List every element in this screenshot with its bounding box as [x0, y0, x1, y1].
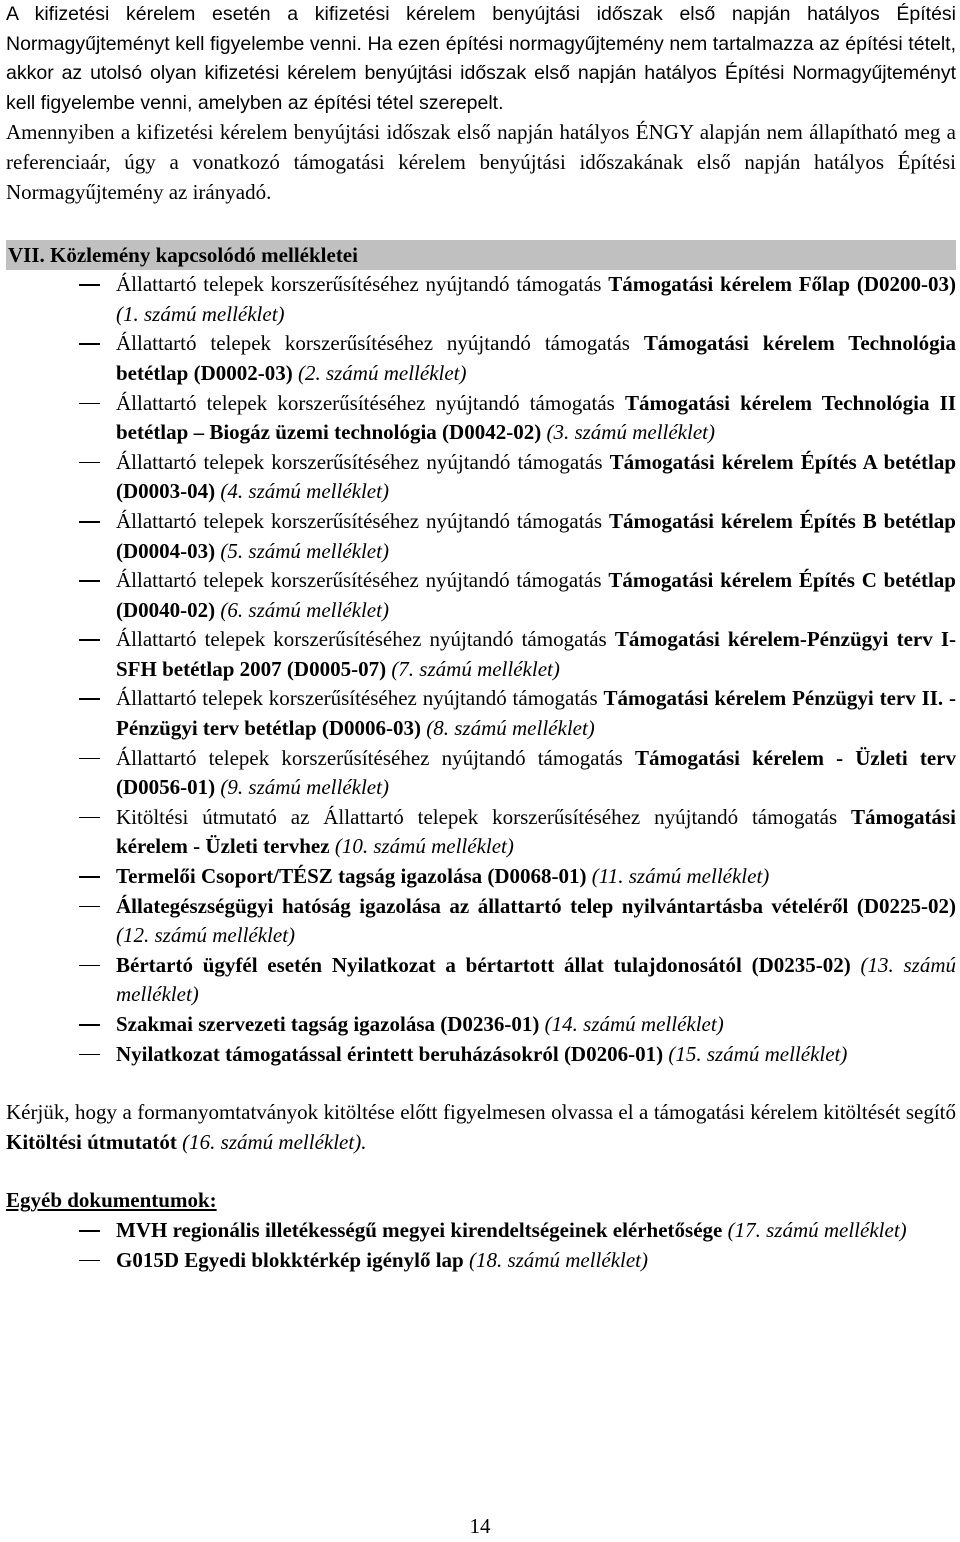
item-text: Állattartó telepek korszerűsítéséhez nyújtandó támogatás	[116, 686, 604, 711]
item-annex-ref: (11. számú melléklet)	[586, 864, 770, 889]
list-item	[6, 507, 956, 566]
list-item	[6, 448, 956, 507]
section-heading: VII. Közlemény kapcsolódó mellékletei	[6, 240, 956, 270]
list-item	[6, 1246, 956, 1276]
item-annex-ref: (10. számú melléklet)	[329, 834, 514, 859]
item-annex-ref: (5. számú melléklet)	[215, 538, 389, 563]
intro-paragraph-2: Amennyiben a kifizetési kérelem benyújtási időszak első napján hatályos ÉNGY alapján nem állapítható meg a referenciaár, úgy a vonatkozó támogatási kérelem benyújtási időszakának első napján hatályos Építési Normagyűjtemény az irányadó.	[6, 120, 956, 204]
item-text: Állattartó telepek korszerűsítéséhez nyújtandó támogatás	[116, 508, 609, 533]
intro-paragraph-1: A kifizetési kérelem esetén a kifizetési kérelem benyújtási időszak első napján hatályos Építési Normagyűjteményt kell figyelembe venni. Ha ezen építési normagyűjtemény nem tartalmazza az építési tételt, akkor az utolsó olyan kifizetési kérelem benyújtási időszak első napján hatályos Építési Normagyűjteményt kell figyelembe venni, amelyben az építési tétel szerepelt.	[6, 3, 956, 114]
list-item	[6, 951, 956, 1010]
item-title: Állategészségügyi hatóság igazolása az állattartó telep nyilvántartásba vételéről (D0225-02)	[116, 893, 956, 918]
item-title: Támogatási kérelem Pénzügyi terv II. - Pénzügyi terv betétlap (D0006-03)	[116, 686, 956, 741]
item-title: Szakmai szervezeti tagság igazolása (D0236-01)	[116, 1012, 540, 1036]
item-text: Állattartó telepek korszerűsítéséhez nyújtandó támogatás	[116, 745, 635, 770]
item-title: Támogatási kérelem Technológia II betétlap – Biogáz üzemi technológia (D0042-02)	[116, 390, 956, 445]
notice-annex-ref: (16. számú melléklet).	[176, 1129, 367, 1154]
item-annex-ref: (13. számú melléklet)	[116, 952, 956, 1007]
item-annex-ref: (9. számú melléklet)	[215, 775, 389, 800]
list-item	[6, 1010, 956, 1040]
other-documents-heading: Egyéb dokumentumok:	[6, 1188, 217, 1213]
item-annex-ref: (7. számú melléklet)	[386, 656, 560, 681]
item-text: Állattartó telepek korszerűsítéséhez nyújtandó támogatás	[116, 272, 609, 297]
item-text: Állattartó telepek korszerűsítéséhez nyújtandó támogatás	[116, 390, 625, 415]
item-annex-ref: (15. számú melléklet)	[663, 1041, 848, 1066]
item-title: Támogatási kérelem - Üzleti tervhez	[116, 804, 956, 859]
list-item	[6, 892, 956, 951]
item-title: Támogatási kérelem Technológia betétlap (D0002-03)	[116, 331, 956, 385]
other-documents-list	[6, 1216, 956, 1275]
item-annex-ref: (12. számú melléklet)	[116, 923, 296, 948]
item-title: G015D Egyedi blokktérkép igénylő lap	[116, 1247, 464, 1272]
list-item	[6, 744, 956, 803]
attachment-list	[6, 270, 956, 1069]
list-item	[6, 329, 956, 388]
list-item	[6, 803, 956, 862]
item-text: Állattartó telepek korszerűsítéséhez nyújtandó támogatás	[116, 627, 615, 652]
notice-guide-title: Kitöltési útmutatót	[6, 1129, 177, 1154]
list-item	[6, 389, 956, 448]
item-annex-ref: (8. számú melléklet)	[421, 716, 595, 741]
item-annex-ref: (1. számú melléklet)	[116, 301, 285, 326]
item-title: Támogatási kérelem-Pénzügyi terv I- SFH betétlap 2007 (D0005-07)	[116, 627, 956, 681]
item-title: MVH regionális illetékességű megyei kirendeltségeinek elérhetősége	[116, 1217, 723, 1242]
document-page	[6, 0, 956, 1275]
item-title: Termelői Csoport/TÉSZ tagság igazolása (D0068-01)	[116, 864, 587, 889]
item-annex-ref: (4. számú melléklet)	[215, 479, 389, 504]
item-annex-ref: (18. számú melléklet)	[463, 1247, 649, 1272]
list-item	[6, 862, 956, 892]
item-text: Állattartó telepek korszerűsítéséhez nyújtandó támogatás	[116, 449, 610, 474]
item-text: Állattartó telepek korszerűsítéséhez nyújtandó támogatás	[116, 331, 644, 356]
notice-paragraph	[6, 1098, 956, 1157]
item-annex-ref: (14. számú melléklet)	[539, 1012, 724, 1036]
list-item	[6, 684, 956, 743]
item-text: Állattartó telepek korszerűsítéséhez nyújtandó támogatás	[116, 568, 609, 593]
item-annex-ref: (2. számú melléklet)	[292, 360, 467, 385]
item-title: Támogatási kérelem Építés B betétlap (D0004-03)	[116, 508, 956, 563]
notice-text: Kérjük, hogy a formanyomtatványok kitöltése előtt figyelmesen olvassa el a támogatási kérelem kitöltését segítő	[6, 1100, 956, 1125]
list-item	[6, 1040, 956, 1070]
list-item	[6, 566, 956, 625]
list-item	[6, 625, 956, 684]
item-annex-ref: (3. számú melléklet)	[541, 420, 715, 445]
page-number: 14	[469, 1514, 491, 1538]
item-title: Támogatási kérelem - Üzleti terv (D0056-01)	[116, 745, 956, 800]
item-title: Támogatási kérelem Építés A betétlap (D0003-04)	[116, 449, 956, 504]
item-annex-ref: (17. számú melléklet)	[722, 1217, 907, 1242]
list-item	[6, 1216, 956, 1246]
list-item	[6, 270, 956, 329]
item-title: Támogatási kérelem Építés C betétlap (D0040-02)	[116, 568, 956, 622]
item-text: Kitöltési útmutató az Állattartó telepek korszerűsítéséhez nyújtandó támogatás	[116, 804, 851, 829]
item-title: Bértartó ügyfél esetén Nyilatkozat a bértartott állat tulajdonosától (D0235-02)	[116, 952, 851, 977]
item-title: Támogatási kérelem Főlap (D0200-03)	[608, 272, 956, 297]
item-title: Nyilatkozat támogatással érintett beruházásokról (D0206-01)	[116, 1041, 664, 1066]
item-annex-ref: (6. számú melléklet)	[215, 597, 389, 622]
